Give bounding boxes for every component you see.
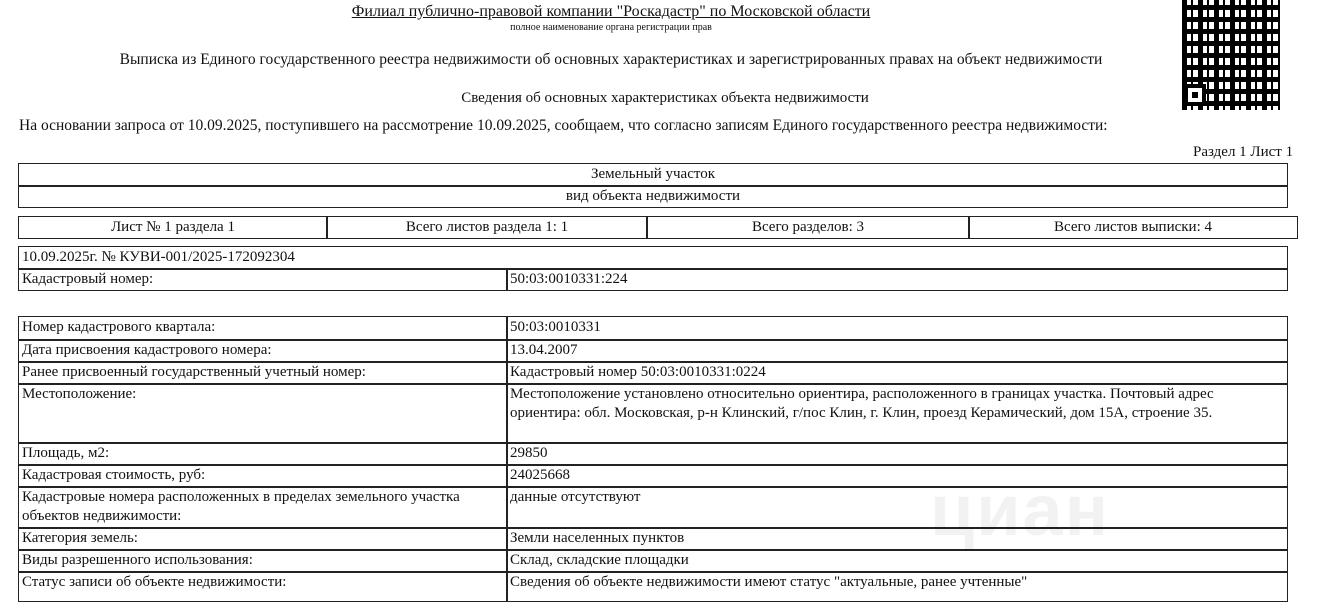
watermark-logo: циан: [930, 471, 1111, 551]
row-value: 13.04.2007: [506, 339, 1288, 363]
row-label: Местоположение:: [18, 383, 508, 444]
row-label: Ранее присвоенный государственный учетный номер:: [18, 361, 508, 385]
total-sections: Всего разделов: 3: [646, 216, 970, 239]
row-value: данные отсутствуют: [506, 486, 1288, 529]
sheet-number: Лист № 1 раздела 1: [18, 216, 328, 239]
intro-text: На основании запроса от 10.09.2025, поступившего на рассмотрение 10.09.2025, сообщаем, что согласно записям Единого государственного реестра недвижимости:: [19, 117, 1108, 134]
total-sheets: Всего листов выписки: 4: [968, 216, 1298, 239]
row-label: Виды разрешенного использования:: [18, 549, 508, 573]
org-name: Филиал публично-правовой компании "Роскадастр" по Московской области: [351, 3, 871, 20]
row-label: Площадь, м2:: [18, 442, 508, 466]
document-title: Выписка из Единого государственного реестра недвижимости об основных характеристиках и зарегистрированных правах на объект недвижимости: [119, 51, 1103, 68]
row-label: Категория земель:: [18, 527, 508, 551]
row-value: Местоположение установлено относительно ориентира, расположенного в границах участка. Почтовый адрес ориентира: обл. Московская, р-н Клинский, г/пос Клин, г. Клин, проезд Керамический, дом 15А, строение 35.: [506, 383, 1288, 444]
cadastral-number-label: Кадастровый номер:: [18, 268, 508, 291]
org-caption: полное наименование органа регистрации прав: [510, 22, 712, 33]
row-value: Кадастровый номер 50:03:0010331:0224: [506, 361, 1288, 385]
row-label: Дата присвоения кадастрового номера:: [18, 339, 508, 363]
row-label: Статус записи об объекте недвижимости:: [18, 571, 508, 602]
document-subtitle: Сведения об основных характеристиках объекта недвижимости: [461, 90, 869, 106]
row-label: Номер кадастрового квартала:: [18, 316, 508, 341]
row-value: Земли населенных пунктов: [506, 527, 1288, 551]
document-number: 10.09.2025г. № КУВИ-001/2025-172092304: [18, 246, 1288, 270]
row-value: 29850: [506, 442, 1288, 466]
row-value: 50:03:0010331: [506, 316, 1288, 341]
row-label: Кадастровые номера расположенных в пределах земельного участка объектов недвижимости:: [18, 486, 508, 529]
row-value: Сведения об объекте недвижимости имеют статус "актуальные, ранее учтенные": [506, 571, 1288, 602]
row-value: Склад, складские площадки: [506, 549, 1288, 573]
cadastral-number-value: 50:03:0010331:224: [506, 268, 1288, 291]
row-label: Кадастровая стоимость, руб:: [18, 464, 508, 488]
object-type-caption: вид объекта недвижимости: [18, 185, 1288, 208]
section-label: Раздел 1 Лист 1: [1193, 144, 1294, 160]
sheets-in-section: Всего листов раздела 1: 1: [326, 216, 648, 239]
object-type: Земельный участок: [18, 163, 1288, 187]
row-value: 24025668: [506, 464, 1288, 488]
